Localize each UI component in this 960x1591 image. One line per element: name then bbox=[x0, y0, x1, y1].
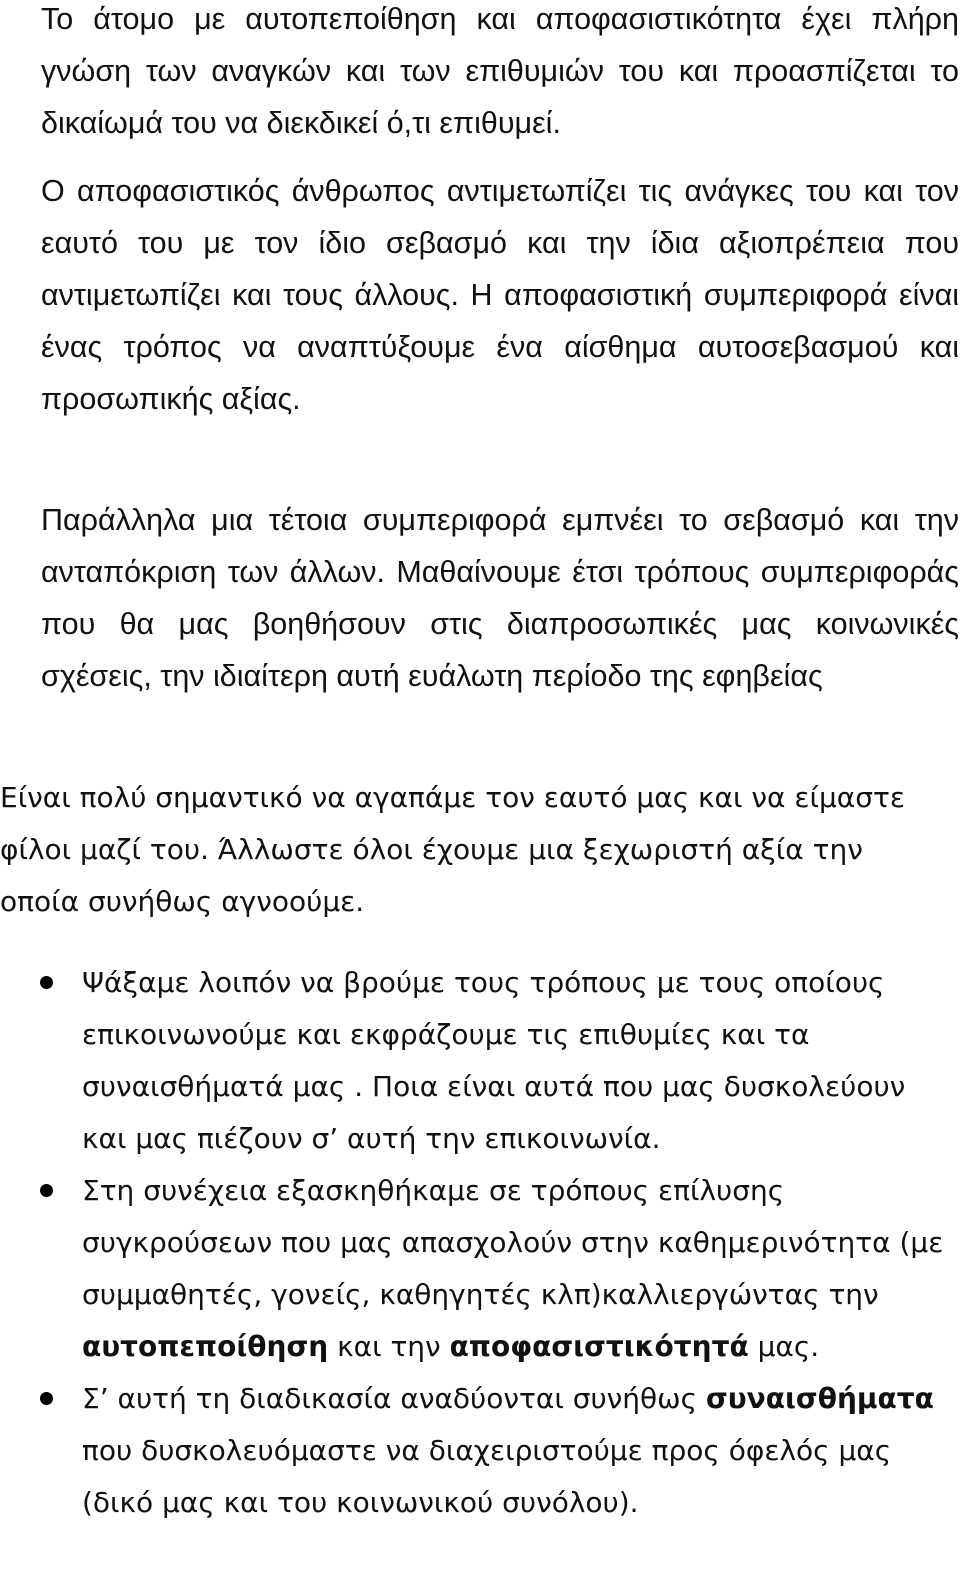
list-item-text: Ψάξαμε λοιπόν να βρούμε τους τρόπους με τους οποίους επικοινωνούμε και εκφράζουμε τις επιθυμίες και τα συναισθήματά μας . Ποια είναι αυτά που μας δυσκολεύουν και μας πιέζουν σ’ αυτή την επικοινωνία. bbox=[82, 966, 906, 1155]
bullet-icon bbox=[40, 1392, 53, 1405]
bold-term-assertiveness: αποφασιστικότητά bbox=[449, 1330, 749, 1363]
list-item-text: Στη συνέχεια εξασκηθήκαμε σε τρόπους επίλυσης συγκρούσεων που μας απασχολούν στην καθημερινότητα (με συμμαθητές, γονείς, καθηγητές κλπ)καλλιεργώντας την bbox=[82, 1174, 944, 1311]
bold-term-emotions: συναισθήματα bbox=[705, 1382, 934, 1415]
list-item bbox=[0, 1165, 960, 1373]
paragraph-assertive-person: Ο αποφασιστικός άνθρωπος αντιμετωπίζει τις ανάγκες του και τον εαυτό του με τον ίδιο σεβασμό και την ίδια αξιοπρέπεια που αντιμετωπίζει και τους άλλους. Η αποφασιστική συμπεριφορά είναι ένας τρόπος να αναπτύξουμε ένα αίσθημα αυτοσεβασμού και προσωπικής αξίας. bbox=[41, 174, 959, 416]
list-item bbox=[0, 957, 960, 1165]
list-item-text: που δυσκολευόμαστε να διαχειριστούμε προς όφελός μας (δικό μας και του κοινωνικού συνόλου). bbox=[82, 1434, 892, 1519]
bullet-icon bbox=[40, 976, 53, 989]
paragraph-confidence: Το άτομο με αυτοπεποίθηση και αποφασιστικότητα έχει πλήρη γνώση των αναγκών και των επιθυμιών του και προασπίζεται το δικαίωμά του να διεκδικεί ό,τι επιθυμεί. bbox=[41, 2, 959, 140]
list-item-text: Σ’ αυτή τη διαδικασία αναδύονται συνήθως bbox=[82, 1382, 706, 1415]
list-item bbox=[0, 1373, 960, 1529]
bullet-icon bbox=[40, 1184, 53, 1197]
paragraph-self-love: Είναι πολύ σημαντικό να αγαπάμε τον εαυτό μας και να είμαστε φίλοι μαζί του. Άλλωστε όλοι έχουμε μια ξεχωριστή αξία την οποία συνήθως αγνοούμε. bbox=[0, 781, 905, 918]
paragraph-respect: Παράλληλα μια τέτοια συμπεριφορά εμπνέει το σεβασμό και την ανταπόκριση των άλλων. Μαθαίνουμε έτσι τρόπους συμπεριφοράς που θα μας βοηθήσουν στις διαπροσωπικές μας κοινωνικές σχέσεις, την ιδιαίτερη αυτή ευάλωτη περίοδο της εφηβείας bbox=[41, 503, 959, 693]
bold-term-confidence: αυτοπεποίθηση bbox=[82, 1330, 329, 1363]
list-item-text: και την bbox=[328, 1330, 450, 1363]
list-item-text: μας. bbox=[748, 1330, 820, 1363]
bullet-list bbox=[0, 957, 960, 1529]
